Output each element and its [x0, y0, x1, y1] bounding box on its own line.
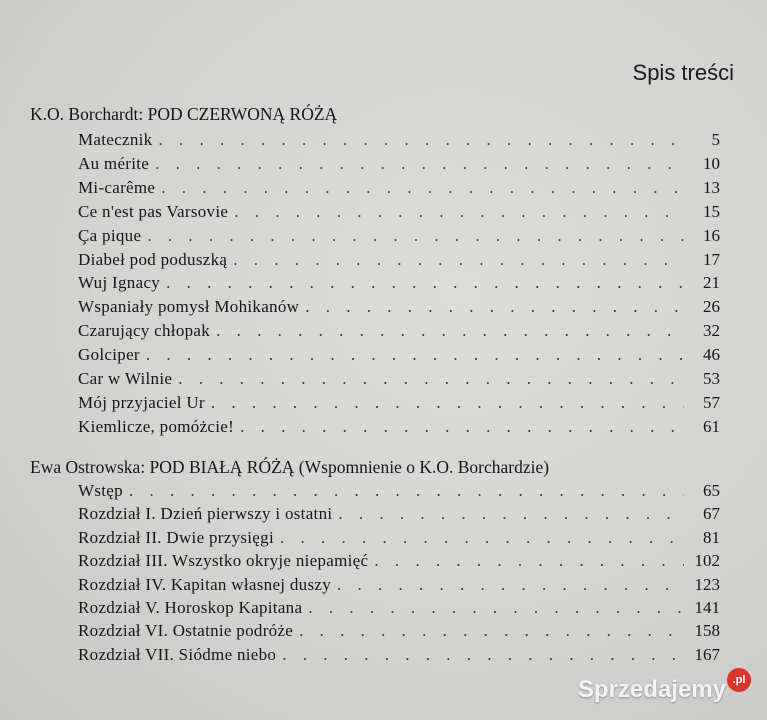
- entry-title: Golciper: [78, 345, 140, 365]
- entry-title: Rozdział VII. Siódme niebo: [78, 644, 277, 664]
- watermark-logo: [578, 668, 751, 704]
- page-number: 10: [703, 153, 720, 173]
- page-title: Spis treści: [632, 60, 734, 85]
- toc-entry: [78, 178, 720, 200]
- entry-title: Wspaniały pomysł Mohikanów: [78, 297, 300, 317]
- dot-leader: [147, 226, 684, 246]
- dot-leader: [211, 393, 684, 413]
- entry-title: Matecznik: [78, 130, 153, 149]
- toc-entry: [78, 297, 720, 319]
- page-number: 5: [711, 130, 720, 149]
- entry-title: Ce n'est pas Varsovie: [78, 201, 229, 221]
- page-number: 32: [703, 321, 720, 341]
- dot-leader: [240, 417, 684, 437]
- dot-leader: [282, 645, 684, 665]
- entry-title: Rozdział IV. Kapitan własnej duszy: [78, 574, 332, 594]
- page-number: 81: [703, 527, 720, 547]
- toc-entry: [78, 417, 720, 439]
- toc-entry: [78, 393, 720, 415]
- entry-title: Wstęp: [78, 481, 123, 500]
- page-number: 21: [703, 273, 720, 293]
- toc-entry: [78, 551, 720, 573]
- dot-leader: [234, 202, 684, 222]
- toc-entry: [78, 226, 720, 248]
- page-number: 167: [694, 644, 720, 664]
- toc-entry: [78, 130, 720, 152]
- dot-leader: [161, 178, 684, 198]
- dot-leader: [166, 273, 684, 293]
- entry-title: Mój przyjaciel Ur: [78, 392, 205, 412]
- toc-entry: [78, 345, 720, 367]
- page-number: 15: [703, 201, 720, 221]
- entry-title: Au mérite: [78, 153, 150, 173]
- page-number: 102: [694, 551, 720, 571]
- page-number: 67: [703, 504, 720, 524]
- toc-entry: [78, 481, 720, 503]
- toc-entry: [78, 369, 720, 391]
- section-heading: Ewa Ostrowska: POD BIAŁĄ RÓŻĄ (Wspomnienie o K.O. Borchardzie): [30, 457, 550, 477]
- entry-title: Ça pique: [78, 225, 142, 245]
- entry-title: Car w Wilnie: [78, 369, 173, 388]
- entry-title: Rozdział V. Horoskop Kapitana: [78, 598, 303, 617]
- dot-leader: [216, 321, 684, 341]
- dot-leader: [305, 297, 684, 317]
- toc-entry: [78, 154, 720, 176]
- entry-title: Rozdział II. Dwie przysięgi: [78, 527, 274, 547]
- dot-leader: [158, 130, 684, 150]
- toc-entry: [78, 202, 720, 224]
- entry-title: Rozdział VI. Ostatnie podróże: [78, 621, 294, 641]
- page-number: 57: [703, 392, 720, 412]
- page-number: 46: [703, 345, 720, 365]
- entry-title: Kiemlicze, pomóżcie!: [78, 416, 235, 436]
- dot-leader: [338, 504, 684, 524]
- toc-entry: [78, 250, 720, 272]
- page-number: 123: [694, 574, 720, 594]
- page-number: 141: [694, 598, 720, 617]
- dot-leader: [233, 250, 684, 270]
- dot-leader: [129, 481, 684, 501]
- toc-entry: [78, 575, 720, 597]
- entry-title: Diabeł pod poduszką: [78, 249, 228, 269]
- watermark-brand: Sprzedajemy: [577, 676, 726, 703]
- page-number: 26: [703, 297, 720, 317]
- entry-title: Wuj Ignacy: [78, 273, 161, 293]
- entry-title: Mi-carême: [78, 177, 156, 197]
- dot-leader: [280, 528, 684, 548]
- page-number: 158: [694, 621, 720, 641]
- toc-entry: [78, 645, 720, 667]
- entry-title: Rozdział I. Dzień pierwszy i ostatni: [78, 504, 333, 524]
- page-number: 13: [703, 177, 720, 197]
- toc-entry: [78, 621, 720, 643]
- dot-leader: [155, 154, 684, 174]
- page-number: 61: [703, 416, 720, 436]
- entry-title: Rozdział III. Wszystko okryje niepamięć: [78, 551, 369, 571]
- page-number: 17: [703, 249, 720, 269]
- dot-leader: [374, 551, 684, 571]
- toc-entry: [78, 598, 720, 620]
- dot-leader: [299, 621, 684, 641]
- dot-leader: [178, 369, 684, 389]
- page-number: 53: [703, 369, 720, 388]
- toc-entry: [78, 273, 720, 295]
- toc-entry: [78, 528, 720, 550]
- watermark-tld-badge: .pl: [727, 668, 751, 692]
- dot-leader: [146, 345, 684, 365]
- dot-leader: [308, 598, 684, 618]
- dot-leader: [337, 575, 684, 595]
- page-number: 16: [703, 225, 720, 245]
- entry-title: Czarujący chłopak: [78, 321, 211, 341]
- section-heading: K.O. Borchardt: POD CZERWONĄ RÓŻĄ: [30, 104, 338, 124]
- toc-entry: [78, 504, 720, 526]
- toc-entry: [78, 321, 720, 343]
- page-number: 65: [703, 481, 720, 500]
